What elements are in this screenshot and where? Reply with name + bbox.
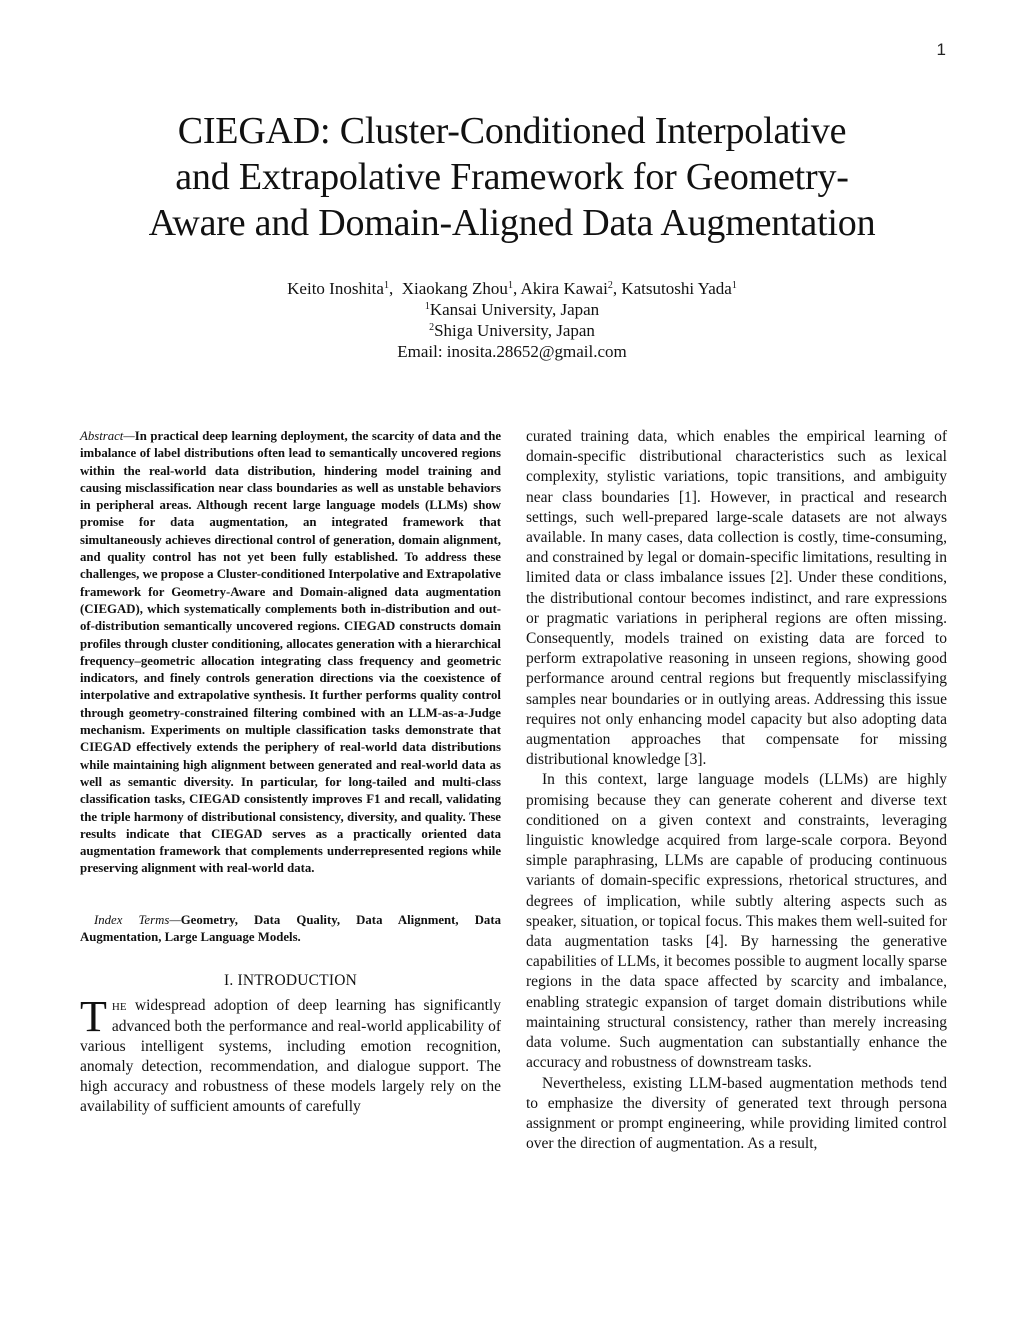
title-line-2: and Extrapolative Framework for Geometry- xyxy=(175,156,849,198)
intro-paragraph xyxy=(80,992,501,1117)
author-name: Keito Inoshita xyxy=(287,279,384,298)
paragraph-1: curated training data, which enables the empirical learning of domain-specific distributional characteristics such as lexical complexity, stylistic variations, topic transitions, and ambiguity near class boundaries [1]. However, in practical and research settings, such well-prepared large-scale datasets are not always available. In many cases, data collection is costly, time-consuming, and constrained by legal or domain-specific limitations, resulting in limited data or class imbalance issues [2]. Under these conditions, the distributional contour becomes indistinct, and rare expressions or pragmatic variations in peripheral regions are often missing. Consequently, models trained on existing data are forced to perform extrapolative reasoning in unseen regions, showing good performance around central regions but frequently misclassifying samples near boundaries or in outlying areas. Addressing this issue requires not only enhancing model capacity but also adopting data augmentation approaches that compensate for missing distributional knowledge [3]. xyxy=(526,428,947,769)
author-affiliation-mark: 1 xyxy=(383,280,389,291)
intro-lead-text: he xyxy=(111,997,127,1015)
affiliation-number: 2 xyxy=(429,322,435,333)
index-terms xyxy=(80,912,501,947)
author-4 xyxy=(621,279,737,298)
author-3: Akira Kawai$^2$, xyxy=(520,279,618,298)
affiliation-number: 1 xyxy=(424,301,430,312)
author-list xyxy=(80,278,944,299)
abstract-label-text: Abstract xyxy=(80,429,124,443)
author-affiliation-mark: 2 xyxy=(607,280,613,291)
abstract-label xyxy=(80,429,135,443)
paper-title xyxy=(80,108,944,246)
drop-cap: T xyxy=(80,992,107,1042)
affiliation-name: Kansai University, Japan xyxy=(429,300,600,319)
paragraph-2: In this context, large language models (LLMs) are highly promising because they can generate coherent and diverse text conditioned on a given context and constraints, leveraging linguistic knowledge acquired from large-scale corpora. Beyond simple paraphrasing, LLMs are capable of producing continuous variants of domain-specific expressions, rhetorical structures, and degrees of implication, while subtly altering aspects such as speaker, situation, or topical focus. This makes them well-suited for data augmentation tasks [4]. By harnessing the generative capabilities of LLMs, it becomes possible to augment locally sparse regions in the data space affected by scarcity and imbalance, enabling strategic expansion of target domain distributions while maintaining structural consistency, rather than merely increasing data volume. Such augmentation can substantially enhance the accuracy and robustness of downstream tasks. xyxy=(526,771,947,1072)
title-line-3: Aware and Domain-Aligned Data Augmentation xyxy=(148,202,876,244)
abstract xyxy=(80,428,501,878)
author-name: Xiaokang Zhou xyxy=(401,279,508,298)
affiliation-2 xyxy=(80,320,944,341)
right-column xyxy=(526,427,947,1154)
abstract-dash: — xyxy=(123,429,135,443)
index-terms-label-text: Index Terms xyxy=(94,912,170,927)
affiliation-1 xyxy=(80,299,944,320)
index-terms-dash: — xyxy=(169,912,181,927)
left-column xyxy=(80,428,501,1118)
affiliation-name: Shiga University, Japan xyxy=(434,321,595,340)
author-block xyxy=(80,278,944,362)
index-terms-text: Geometry, Data Quality, Data Alignment, Data Augmentation, Large Language Models. xyxy=(80,912,501,945)
author-1: Keito Inoshita$^1$, xyxy=(287,279,394,298)
title-line-1: CIEGAD: Cluster-Conditioned Interpolative xyxy=(177,110,847,152)
page-number: 1 xyxy=(936,40,946,59)
intro-text: widespread adoption of deep learning has significantly advanced both the performance and real-world applicability of various intelligent systems, including emotion recognition, anomaly detection, recommendation, and dialogue support. The high accuracy and robustness of these models largely rely on the availability of sufficient amounts of carefully xyxy=(80,997,501,1116)
paragraph-3: Nevertheless, existing LLM-based augmentation methods tend to emphasize the diversity of generated text through persona assignment or prompt engineering, while providing limited control over the direction of augmentation. As a result, xyxy=(526,1074,947,1153)
author-name: Akira Kawai xyxy=(520,279,608,298)
author-email: Email: inosita.28652@gmail.com xyxy=(397,342,627,361)
index-terms-label xyxy=(94,913,181,927)
author-2: Xiaokang Zhou$^1$, xyxy=(401,279,518,298)
author-affiliation-mark: 1 xyxy=(731,280,737,291)
abstract-text: In practical deep learning deployment, the scarcity of data and the imbalance of label distributions often lead to semantically uncovered regions within the real-world data distribution, hindering model training and causing misclassification near class boundaries as well as unstable behaviors in peripheral areas. Although recent large language models (LLMs) show promise for data augmentation, an integrated framework that simultaneously achieves directional control of generation, domain alignment, and quality control has not yet been fully established. To address these challenges, we propose a Cluster-conditioned Interpolative and Extrapolative framework for Geometry-Aware and Domain-aligned data augmentation (CIEGAD), which systematically complements both in-distribution and out-of-distribution semantically uncovered regions. CIEGAD constructs domain profiles through cluster conditioning, allocates generation with a hierarchical frequency–geometric allocation integrating class frequency and geometric indicators, and finely controls generation directions via the coexistence of interpolative and extrapolative synthesis. It further performs quality control through geometry-constrained filtering combined with an LLM-as-a-Judge mechanism. Experiments on multiple classification tasks demonstrate that CIEGAD effectively extends the periphery of real-world data distributions while maintaining high alignment between generated and real-world data as well as semantic diversity. In particular, for long-tailed and multi-class classification tasks, CIEGAD consistently improves F1 and recall, validating the triple harmony of distributional consistency, diversity, and quality. These results indicate that CIEGAD serves as a practically oriented data augmentation framework that complements underrepresented regions while preserving alignment with real-world data. xyxy=(80,429,501,876)
section-heading: I. INTRODUCTION xyxy=(223,972,357,990)
author-affiliation-mark: 1 xyxy=(507,280,513,291)
author-name: Katsutoshi Yada xyxy=(621,279,732,298)
